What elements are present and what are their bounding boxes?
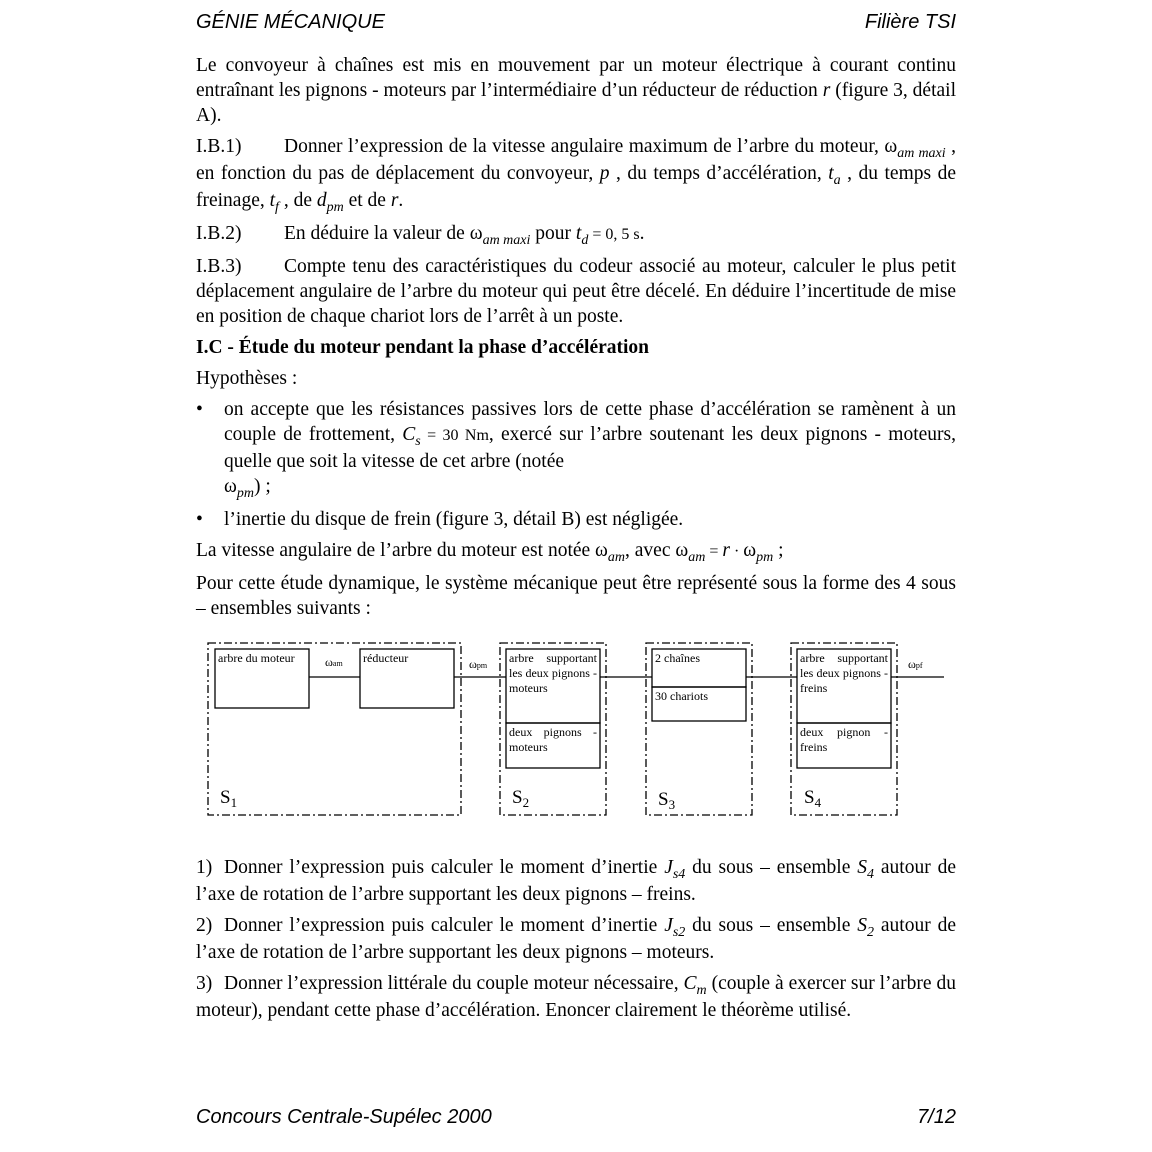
question-1: 1) Donner l’expression puis calculer le moment d’inertie $J_{s4}$ du sous – ensemble $S_4$ autour de l’axe de rotation de l’arbre supportant les deux pignons – freins. (196, 857, 956, 905)
section-title: I.C - Étude du moteur pendant la phase d’accélération (196, 337, 650, 358)
list-item: • on accepte que les résistances passives lors de cette phase d’accélération se ramènent à un couple de frottement, $C_s = 30$ Nm, exercé sur l’arbre soutenant les deux pignons - moteurs, quelle que soit la vitesse de cet arbre (notée $\omega_{pm}$) ; (196, 399, 956, 501)
question-3: 3) Donner l’expression littérale du couple moteur nécessaire, $C_m$ (couple à exercer sur l’arbre du moteur), pendant cette phase d’accélération. Enoncer clairement le théorème utilisé. (196, 973, 956, 1021)
hypotheses-list (196, 397, 956, 532)
vitesse-paragraph: La vitesse angulaire de l’arbre du moteur est notée $\omega_{am}$, avec $\omega_{am} = r \cdot \omega_{pm}$ ; (196, 540, 784, 565)
page-number: 7/12 (917, 1106, 956, 1128)
page-body (196, 53, 956, 1029)
s1-box-reducer-label: réducteur (363, 651, 409, 665)
s3-box-chains-label: 2 chaînes (655, 651, 700, 665)
s4-label: $S_4$ (804, 787, 822, 810)
bullet-icon: • (196, 399, 203, 420)
header-subject: GÉNIE MÉCANIQUE (196, 11, 385, 33)
dynamic-paragraph: Pour cette étude dynamique, le système mécanique peut être représenté sous la forme des 4 sous – ensembles suivants : (196, 573, 956, 619)
question-label: I.B.1) (196, 136, 242, 157)
s4-box-shaft-label: arbre supportant les deux pignons - freins (800, 651, 888, 695)
omega-am-label: ωam (325, 655, 343, 669)
hypotheses-label: Hypothèses : (196, 368, 298, 389)
s4-box-pinions-label: deux pignon - freins (800, 725, 888, 754)
list-item: • l’inertie du disque de frein (figure 3, détail B) est négligée. (196, 509, 684, 530)
omega-pm-label: ωpm (469, 657, 488, 671)
question-ib1: I.B.1) Donner l’expression de la vitesse angulaire maximum de l’arbre du moteur, $\omega_{am maxi}$ , en fonction du pas de déplacement du convoyeur, p , du temps d’accélération, $t_a$ , du temps de freinage, $t_f$ , de $d_{pm}$ et de r. (196, 136, 957, 215)
header-track: Filière TSI (864, 11, 956, 33)
s2-label: $S_2$ (512, 787, 530, 810)
page-footer (196, 1106, 956, 1129)
subassembly-diagram (196, 641, 956, 841)
s2-box-shaft-label: arbre supportant les deux pignons - moteurs (509, 651, 597, 695)
s2-box-pinions-label: deux pignons - moteurs (509, 725, 597, 754)
question-ib2: I.B.2) En déduire la valeur de $\omega_{am maxi}$ pour $t_d = 0$, 5 s. (196, 223, 645, 248)
intro-paragraph: Le convoyeur à chaînes est mis en mouvement par un moteur électrique à courant continu entraînant les pignons - moteurs par l’intermédiaire d’un réducteur de réduction r (figure 3, détail A). (196, 55, 956, 126)
s3-label: $S_3$ (658, 789, 676, 812)
bullet-icon: • (196, 509, 203, 530)
page-header (196, 11, 956, 34)
s1-box-motor-label: arbre du moteur (218, 651, 295, 665)
question-2: 2) Donner l’expression puis calculer le moment d’inertie $J_{s2}$ du sous – ensemble $S_2$ autour de l’axe de rotation de l’arbre supportant les deux pignons – moteurs. (196, 915, 956, 963)
s1-label: $S_1$ (220, 787, 238, 810)
question-label: I.B.2) (196, 223, 242, 244)
s3-box-carts-label: 30 chariots (655, 689, 708, 703)
omega-pf-label: ωpf (908, 657, 923, 671)
footer-contest: Concours Centrale-Supélec 2000 (196, 1106, 492, 1128)
page (196, 0, 956, 1152)
question-ib3: I.B.3) Compte tenu des caractéristiques du codeur associé au moteur, calculer le plus petit déplacement angulaire de l’arbre du moteur qui peut être décelé. En déduire l’incertitude de mise en position de chaque chariot lors de l’arrêt à un poste. (196, 256, 956, 327)
question-label: I.B.3) (196, 256, 242, 277)
